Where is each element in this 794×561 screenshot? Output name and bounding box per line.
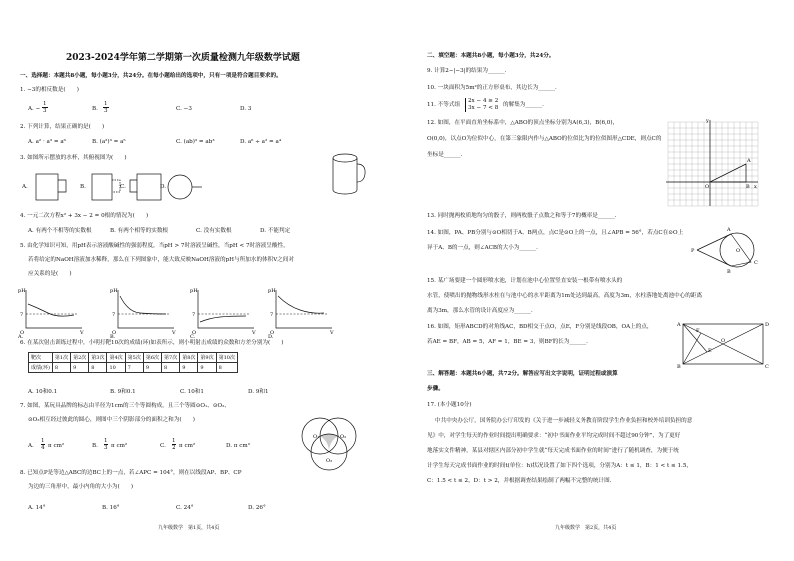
q5-graph-a: [18, 286, 90, 338]
question-8-line1: 8. 已知点P是等边△ABC的边BC上的一点，若∠APC = 104°，则在以线段AP、BP、CP: [20, 470, 242, 476]
q6-option-a: A. 10和0.1: [28, 389, 58, 395]
question-12-line1: 12. 如图，在平面直角坐标系中，△ABO的顶点坐标分别为A(6,3)，B(6,0)，: [427, 120, 619, 126]
label-a: A: [677, 322, 681, 328]
question-8-line2: 为边的三角形中，最小内角的大小为( ): [28, 484, 134, 490]
q3-option-a: A.: [22, 184, 28, 190]
svg-text:O: O: [192, 330, 197, 336]
q6-value-cell: 8: [89, 363, 107, 373]
q6-option-b: B. 9和0.1: [110, 389, 136, 395]
question-11-prefix: 11. 不等式组: [427, 102, 461, 108]
question-16-line2: 若AE = BF，AB = 5，AF = 1，BE = 3，则BF的长为______.: [427, 339, 588, 345]
q6-header-cell: 第5次: [125, 353, 143, 363]
q17-text-line1: 中共中央办公厅，国务院办公厅印发的《关于进一步减轻义务教育阶段学生作业负担和校外培训负担的意: [435, 418, 693, 424]
q6-value-cell: 9: [143, 363, 161, 373]
q6-option-d: D. 9和1: [248, 389, 269, 395]
svg-text:V: V: [252, 330, 256, 336]
q6-value-cell: 9: [180, 363, 198, 373]
o2-label: O₂: [340, 434, 347, 440]
svg-text:7: 7: [112, 312, 116, 318]
svg-text:V: V: [330, 330, 334, 336]
q1-option-b: B.: [92, 106, 98, 112]
question-15-line2: 水管，使喷出的抛物线形水柱在与池中心的水平距离为1m处达到最高，高度为3m，水柱落地处离池中心的距离: [427, 293, 703, 299]
q17-text-line4: 计学生每天完成书面作业的时间t(单位：h)状况设置了如下四个选项，分别为A：t ≤ 1，B：1 < t ≤ 1.5，: [427, 463, 692, 469]
question-7-line1: 7. 如图，某玩具品牌的标志由半径为1cm的三个等圆构成，且三个等圆⊙O₁、⊙O₂、: [20, 403, 230, 409]
question-15-line1: 15. 某广场要建一个圆形喷水池，计划在池中心位置竖直安装一根带有喷水头的: [427, 278, 623, 284]
point-b-label: B: [746, 184, 750, 190]
q6-option-c: C. 10和1: [180, 389, 204, 395]
tangent-circle-figure: [691, 224, 763, 274]
section-3-heading-cont: 步骤。: [427, 386, 444, 392]
svg-text:O: O: [20, 330, 25, 336]
q8-option-d: D. 26°: [248, 505, 266, 511]
section-3-heading: 三、解答题：本题共6小题，共72分。解答应写出文字说明，证明过程或演算: [427, 371, 618, 377]
q6-value-cell: 8: [216, 363, 237, 373]
q7-option-b: B.: [92, 443, 98, 449]
svg-text:O: O: [270, 330, 275, 336]
question-15-line3: 离为3m，那么水管的设计高度应为______.: [427, 308, 533, 314]
q5-option-label: C.: [190, 334, 196, 340]
question-17-heading: 17. (本小题10分): [427, 402, 472, 408]
q7-b-fraction: 1 3: [104, 438, 108, 451]
q3-option-c: C.: [120, 184, 126, 190]
q2-option-c: C. (ab)³ = ab³: [176, 139, 215, 145]
q7-a-unit: π cm²: [48, 443, 65, 449]
q2-option-a: A. a² · a³ = a⁶: [28, 139, 66, 145]
q17-text-line2: 见》中，对学生每天的作业时间提出明确要求：“初中书面作业平均完成时间不超过90分钟”，为了更好: [427, 433, 681, 439]
q6-header-cell: 靶次: [29, 353, 53, 363]
q1-b-fraction: 1 3: [104, 101, 108, 114]
exam-title: 2023-2024学年第二学期第一次质量检测九年级数学试题: [66, 53, 300, 63]
ph-curve: [120, 296, 166, 314]
label-a: A: [727, 227, 731, 233]
q4-option-a: A. 有两个不相等的实数根: [28, 228, 92, 234]
q8-option-b: B. 16°: [102, 505, 120, 511]
q11-system: 2x − 4 ≥ 2 3x − 7 < 8: [465, 98, 498, 112]
q1-a-fraction: 1 3: [43, 101, 47, 114]
label-c: C: [765, 364, 769, 370]
section-2-heading: 二、填空题：本题共8小题，每小题3分，共24分。: [427, 53, 555, 59]
q1-option-d: D. 3: [240, 106, 252, 112]
ph-curve: [28, 304, 74, 316]
q6-header-cell: 第9次: [198, 353, 216, 363]
question-5-line2: 若将给定的NaOH溶液加水稀释，那么在下列图象中，能大致反映NaOH溶液的pH与所加水的体积V之间对: [28, 257, 295, 263]
q7-c-fraction: 1 2: [172, 438, 176, 451]
q6-header-cell: 第10次: [216, 353, 237, 363]
svg-text:V: V: [80, 330, 84, 336]
q6-header-cell: 第8次: [180, 353, 198, 363]
svg-text:7: 7: [192, 312, 196, 318]
svg-text:pH: pH: [268, 288, 276, 294]
q3-option-d: D.: [160, 184, 167, 190]
q4-option-b: B. 有两个相等的实数根: [110, 228, 169, 234]
question-9: 9. 计算2−|−3|的结果为______.: [427, 68, 507, 74]
label-b: B: [727, 269, 731, 275]
q6-value-cell: 9: [198, 363, 216, 373]
q5-graph-b: [110, 286, 182, 338]
q2-option-b: B. (a²)³ = a⁵: [92, 139, 126, 145]
question-13: 13. 同时抛两枚质地均匀的骰子，则两枚骰子点数之和等于7的概率是______.: [427, 213, 617, 219]
q7-b-unit: π cm²: [111, 443, 128, 449]
q7-option-a: A.: [28, 443, 34, 449]
q3-option-b: B.: [80, 184, 86, 190]
label-b: B: [677, 364, 681, 370]
q6-value-cell: 8: [162, 363, 180, 373]
label-f: F: [696, 328, 700, 334]
three-circles-figure: [300, 414, 360, 476]
ph-curve: [278, 296, 324, 313]
question-10: 10. 一块面积为5m²的正方形桌布，其边长为______.: [427, 85, 557, 91]
q7-option-c: C.: [160, 443, 166, 449]
question-6: 6. 在某次射击训练过程中，小明打靶10次的成绩(环)如表所示，则小明射击成绩的众数和方差分别为( ): [20, 340, 284, 346]
label-d: D: [765, 322, 770, 328]
label-o: O: [736, 248, 741, 254]
q7-c-unit: π cm²: [179, 443, 196, 449]
question-16-line1: 16. 如图，矩形ABCD的对角线AC，BD相交于点O，点E，F分别是线段OB，OA上的点，: [427, 324, 653, 330]
q7-option-d: D. π cm²: [226, 443, 250, 449]
q2-option-d: D. a⁶ ÷ a² = a⁴: [240, 139, 282, 145]
y-axis-label: y: [706, 118, 709, 124]
q6-header-cell: 第6次: [143, 353, 161, 363]
question-3: 3. 如图所示摆放的水杯，其俯视图为( ): [20, 155, 127, 161]
svg-text:pH: pH: [110, 288, 118, 294]
section-1-heading: 一、选择题：本题共8小题，每小题3分，共24分。在每小题给出的选项中，只有一项是符合题目要求的。: [20, 73, 282, 79]
question-14-line2: 异于A、B的一点，则∠ACB的大小为______.: [427, 245, 538, 251]
q6-value-cell: 7: [125, 363, 143, 373]
q6-score-table: [28, 352, 238, 373]
label-e: E: [708, 348, 712, 354]
point-a-label: A: [747, 158, 751, 164]
q6-value-cell: 成绩(环): [29, 363, 53, 373]
q1-option-a: A. −: [28, 106, 41, 112]
svg-text:7: 7: [20, 312, 24, 318]
q6-header-cell: 第1次: [52, 353, 70, 363]
q6-header-cell: 第7次: [162, 353, 180, 363]
q8-option-a: A. 14°: [28, 505, 46, 511]
svg-text:pH: pH: [18, 288, 26, 294]
question-2: 2. 下列计算，结果正确的是( ): [20, 124, 105, 130]
q5-option-label: A.: [18, 334, 24, 340]
label-c: C: [754, 260, 758, 266]
q17-text-line5: C：1.5 < t ≤ 2，D：t > 2，并根据调查结果绘制了两幅不完整的统计图.: [427, 478, 612, 484]
q7-a-fraction: 1 4: [41, 438, 45, 451]
right-page-footer: 九年级数学 第2页，共4页: [555, 525, 617, 531]
question-5-line3: 应关系的是( ): [28, 271, 72, 277]
right-page: [397, 0, 794, 561]
q4-option-d: D. 不能判定: [260, 228, 291, 234]
label-p: P: [691, 248, 695, 254]
q3-a-view: [34, 172, 74, 202]
svg-text:pH: pH: [190, 288, 198, 294]
question-1: 1. −3的相反数是( ): [20, 87, 79, 93]
question-7-line2: ⊙O₃相互经过彼此的圆心，则图中三个阴影部分的面积之和为( ): [28, 417, 195, 423]
question-14-line1: 14. 如图，PA、PB分别与⊙O相切于A、B两点，点C是⊙O上的一点，且∠APB = 56°，若点C在⊙O上: [427, 230, 684, 236]
question-5-line1: 5. 由化学知识可知，用pH表示溶液酸碱性的强弱程度，当pH > 7时溶液呈碱性，当pH < 7时溶液呈酸性，: [20, 243, 289, 249]
rectangle-figure: [677, 318, 769, 370]
q3-d-view: [166, 172, 206, 202]
q6-value-cell: 10: [107, 363, 125, 373]
question-11-suffix: 的解集为______.: [503, 102, 544, 108]
question-4: 4. 一元二次方程x² + 3x − 2 = 0根的情况为( ): [20, 213, 149, 219]
q4-option-c: C. 没有实数根: [196, 228, 232, 234]
cup-figure: [328, 150, 368, 200]
coordinate-grid-figure: [662, 116, 762, 210]
svg-text:O: O: [112, 330, 117, 336]
o1-label: O₁: [313, 434, 320, 440]
ph-curve: [200, 316, 246, 322]
q17-text-line3: 地落实文件精神，某县对辖区内部分初中学生就“每天完成书面作业的时间”进行了随机调查，为便于统: [427, 448, 679, 454]
q5-option-label: D.: [268, 334, 274, 340]
question-12-line2: O(0,0)，以点O为位似中心，在第三象限内作与△ABO的位似比为的位似图形△CDE，则点C的: [427, 136, 662, 142]
q6-header-cell: 第4次: [107, 353, 125, 363]
q5-graph-d: [268, 286, 340, 338]
q6-value-cell: 9: [71, 363, 89, 373]
q6-header-cell: 第3次: [89, 353, 107, 363]
question-12-line3: 坐标是______.: [427, 152, 463, 158]
label-o: O: [721, 338, 726, 344]
q1-option-c: C. −3: [176, 106, 192, 112]
q5-option-label: B.: [110, 334, 116, 340]
origin-label: O: [705, 184, 710, 190]
q5-graph-c: [190, 286, 262, 338]
svg-text:V: V: [172, 330, 176, 336]
q6-header-cell: 第2次: [71, 353, 89, 363]
q8-option-c: C. 24°: [176, 505, 194, 511]
x-axis-label: x: [754, 184, 757, 190]
svg-text:7: 7: [270, 312, 274, 318]
o3-label: O₃: [326, 458, 333, 464]
left-page-footer: 九年级数学 第1页，共4页: [158, 525, 220, 531]
q6-value-cell: 8: [52, 363, 70, 373]
